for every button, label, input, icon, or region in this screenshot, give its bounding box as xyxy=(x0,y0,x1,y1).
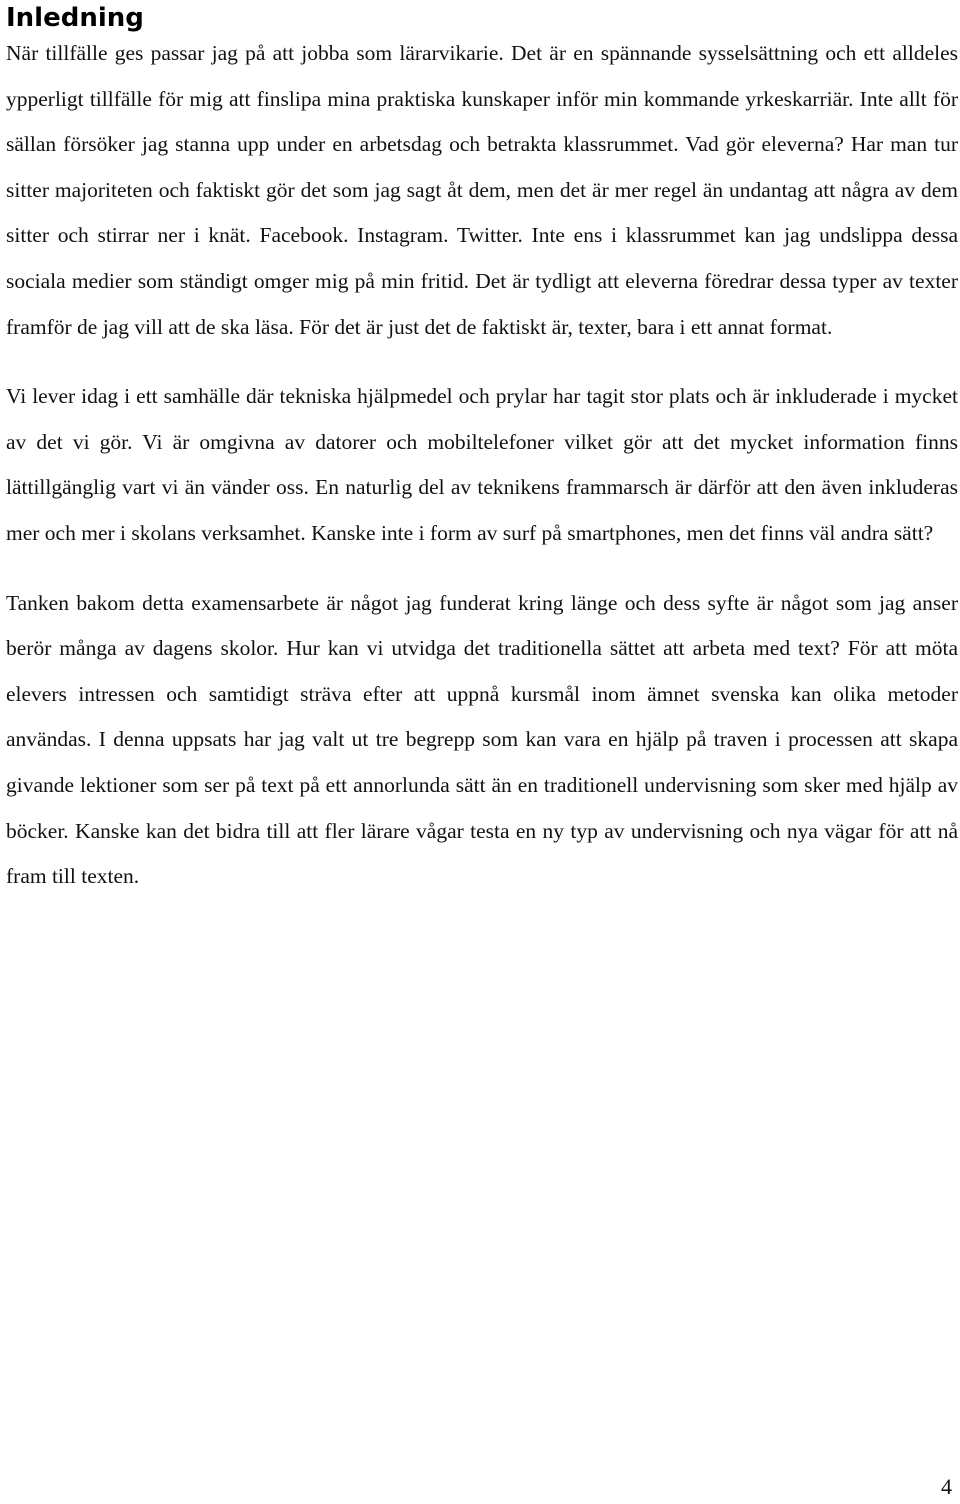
page-number: 4 xyxy=(941,1474,952,1499)
paragraph-2: Vi lever idag i ett samhälle där tekniska hjälpmedel och prylar har tagit stor plats och är inkluderade i mycket av det vi gör. Vi är omgivna av datorer och mobiltelefoner vilket gör att det mycket information finns lättillgänglig vart vi än vänder oss. En naturlig del av teknikens frammarsch är därför att den även inkluderas mer och mer i skolans verksamhet. Kanske inte i form av surf på smartphones, men det finns väl andra sätt? xyxy=(6,384,958,545)
section-heading: Inledning xyxy=(6,3,144,33)
document-page xyxy=(6,0,958,900)
paragraph-1: När tillfälle ges passar jag på att jobba som lärarvikarie. Det är en spännande sysselsättning och ett alldeles ypperligt tillfälle för mig att finslipa mina praktiska kunskaper inför min kommande yrkeskarriär. Inte allt för sällan försöker jag stanna upp under en arbetsdag och betrakta klassrummet. Vad gör eleverna? Har man tur sitter majoriteten och faktiskt gör det som jag sagt åt dem, men det är mer regel än undantag att några av dem sitter och stirrar ner i knät. Facebook. Instagram. Twitter. Inte ens i klassrummet kan jag undslippa dessa sociala medier som ständigt omger mig på min fritid. Det är tydligt att eleverna föredrar dessa typer av texter framför de jag vill att de ska läsa. För det är just det de faktiskt är, texter, bara i ett annat format. xyxy=(6,41,958,339)
paragraph-3: Tanken bakom detta examensarbete är något jag funderat kring länge och dess syfte är något som jag anser berör många av dagens skolor. Hur kan vi utvidga det traditionella sättet att arbeta med text? För att möta elevers intressen och samtidigt sträva efter att uppnå kursmål inom ämnet svenska kan olika metoder användas. I denna uppsats har jag valt ut tre begrepp som kan vara en hjälp på traven i processen att skapa givande lektioner som ser på text på ett annorlunda sätt än en traditionell undervisning som sker med hjälp av böcker. Kanske kan det bidra till att fler lärare vågar testa en ny typ av undervisning och nya vägar för att nå fram till texten. xyxy=(6,590,958,889)
